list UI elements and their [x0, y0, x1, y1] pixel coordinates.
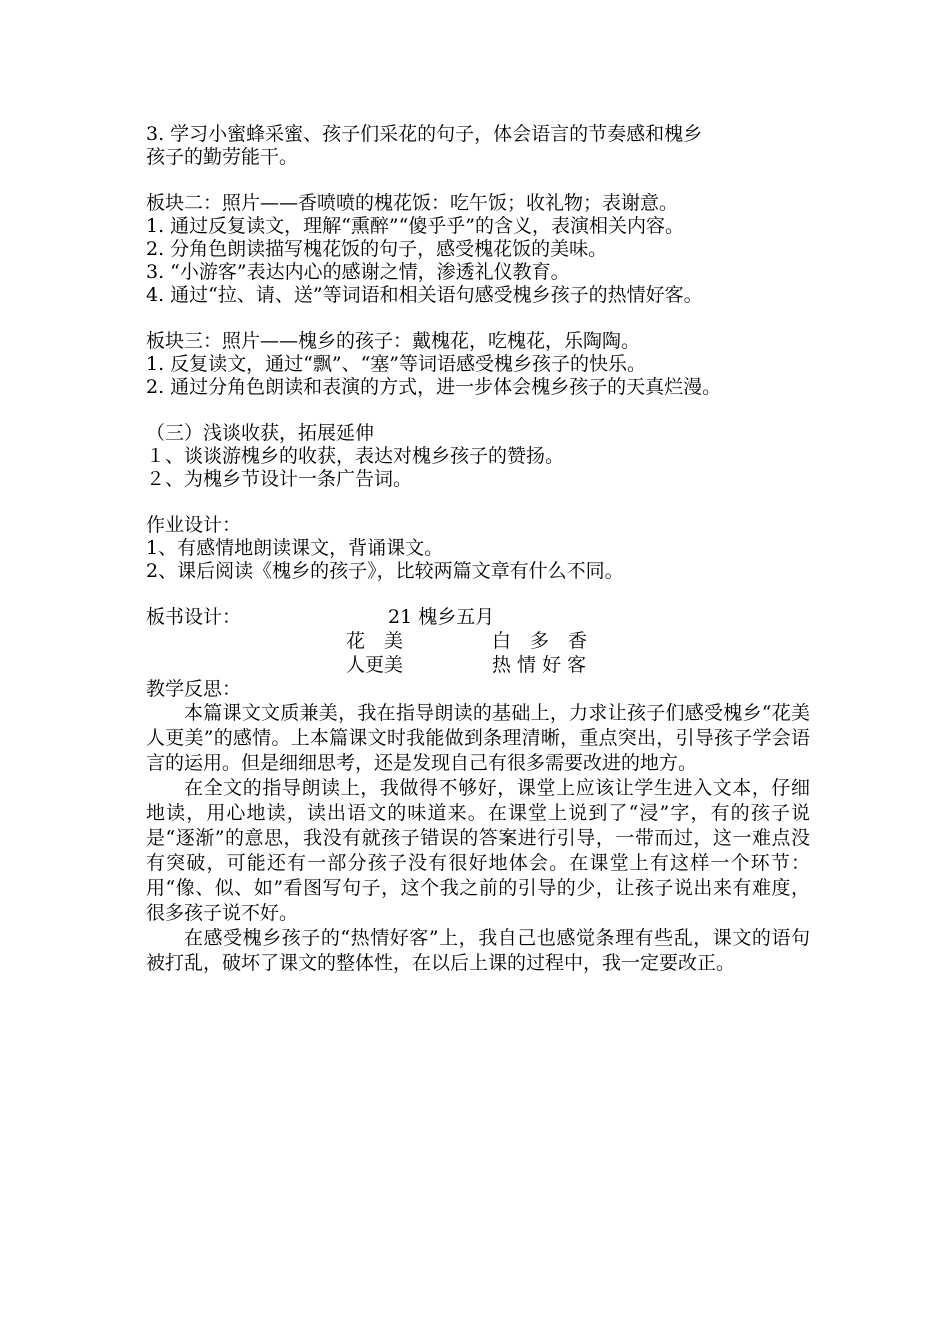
- block1-item-3: 3. 学习小蜜蜂采蜜、孩子们采花的句子，体会语言的节奏感和槐乡: [146, 123, 703, 145]
- reflection-paragraph: 在感受槐乡孩子的“热情好客”上，我自己也感觉条理有些乱，课文的语句被打乱，破坏了课文的整体性，在以后上课的过程中，我一定要改正。: [146, 927, 810, 974]
- homework-item: 2、课后阅读《槐乡的孩子》，比较两篇文章有什么不同。: [146, 560, 624, 582]
- homework-item: 1、有感情地朗读课文，背诵课文。: [146, 537, 444, 559]
- section3-item: １、谈谈游槐乡的收获，表达对槐乡孩子的赞扬。: [146, 445, 565, 467]
- block3-item: 2. 通过分角色朗读和表演的方式，进一步体会槐乡孩子的天真烂漫。: [146, 376, 722, 398]
- board-design-title: 21 槐乡五月: [388, 606, 495, 628]
- block2-item: 2. 分角色朗读描写槐花饭的句子，感受槐花饭的美味。: [146, 238, 608, 260]
- block2-item: 4. 通过“拉、请、送”等词语和相关语句感受槐乡孩子的热情好客。: [146, 284, 703, 306]
- section3-item: ２、为槐乡节设计一条广告词。: [146, 468, 413, 490]
- reflection-paragraph: 在全文的指导朗读上，我做得不够好，课堂上应该让学生进入文本，仔细地读，用心地读，读出语文的味道来。在课堂上说到了“浸”字，有的孩子说是“逐渐”的意思，我没有就孩子错误的答案进行引导，一带而过，这一难点没有突破，可能还有一部分孩子没有很好地体会。在课堂上有这样一个环节：用“像、似、如”看图写句子，这个我之前的引导的少，让孩子说出来有难度，很多孩子说不好。: [146, 777, 810, 924]
- reflection-heading: 教学反思：: [146, 678, 242, 700]
- block3-heading: 板块三：照片——槐乡的孩子：戴槐花，吃槐花，乐陶陶。: [146, 330, 641, 352]
- homework-heading: 作业设计：: [146, 514, 242, 536]
- block1-item-3-cont: 孩子的勤劳能干。: [146, 146, 299, 168]
- board-design: [146, 606, 810, 678]
- block3-item: 1. 反复读文，通过“飘”、“塞”等词语感受槐乡孩子的快乐。: [146, 353, 647, 375]
- reflection-paragraph: 本篇课文文质兼美，我在指导朗读的基础上，力求让孩子们感受槐乡“花美人更美”的感情。上本篇课文时我能做到条理清晰，重点突出，引导孩子学会语言的运用。但是细细思考，还是发现自己有很多需要改进的地方。: [146, 702, 810, 774]
- block2-item: 1. 通过反复读文，理解“熏醉”“傻乎乎”的含义，表演相关内容。: [146, 215, 685, 237]
- board-row1-left: 花 美: [346, 630, 404, 652]
- block2-item: 3. “小游客”表达内心的感谢之情，渗透礼仪教育。: [146, 261, 570, 283]
- document-content: [146, 123, 810, 976]
- board-row1-right: 白 多 香: [492, 630, 588, 652]
- board-row2-right: 热 情 好 客: [492, 654, 587, 676]
- section3-heading: （三）浅谈收获，拓展延伸: [146, 422, 375, 444]
- board-design-label: 板书设计：: [146, 606, 242, 628]
- block2-heading: 板块二：照片——香喷喷的槐花饭：吃午饭；收礼物；表谢意。: [146, 192, 679, 214]
- board-row2-left: 人更美: [346, 654, 404, 676]
